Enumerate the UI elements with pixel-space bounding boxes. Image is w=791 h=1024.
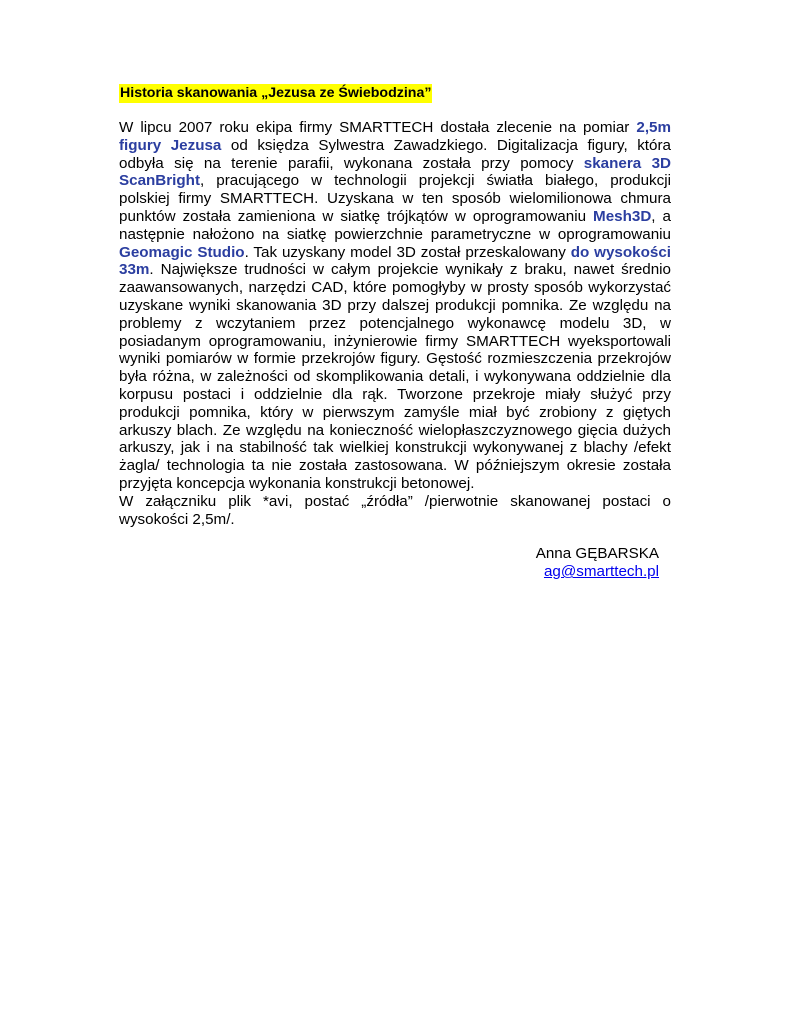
document-title: Historia skanowania „Jezusa ze Świebodzina”: [120, 85, 432, 101]
paragraph-main: [119, 119, 671, 493]
keyword-height: do wysokości 33m: [119, 243, 671, 279]
keyword-mesh3d: Mesh3D: [593, 207, 652, 225]
text-run: . Tak uzyskany model 3D został przeskalowany: [244, 243, 571, 261]
keyword-scanner: skanera 3D ScanBright: [119, 154, 671, 190]
signature-email-link[interactable]: ag@smarttech.pl: [543, 563, 659, 581]
keyword-geomagic: Geomagic Studio: [119, 243, 245, 261]
text-run: W lipcu 2007 roku ekipa firmy SMARTTECH dostała zlecenie na pomiar: [119, 119, 637, 136]
text-run: , a następnie nałożono na siatkę powierzchnie parametryczne w oprogramowaniu: [119, 207, 671, 243]
signature-block: [119, 545, 671, 581]
signature-name: Anna GĘBARSKA: [535, 545, 659, 563]
text-run: od księdza Sylwestra Zawadzkiego. Digitalizacja figury, która odbyła się na terenie parafii, wykonana została przy pomocy: [119, 136, 671, 172]
keyword-figure: 2,5m figury Jezusa: [119, 119, 671, 154]
document-body: [119, 119, 671, 528]
document-page: [119, 84, 671, 581]
text-run: . Największe trudności w całym projekcie wynikały z braku, nawet średnio zaawansowanych, narzędzi CAD, które pomogłyby w prosty sposób wykorzystać uzyskane wyniki skanowania 3D przy dalszej produkcji pomnika. Ze względu na problemy z wczytaniem przez potencjalnego wykonawcę modelu 3D, w posiadanym oprogramowaniu, inżynierowie firmy SMARTTECH wyeksportowali wyniki pomiarów w formie przekrojów figury. Gęstość rozmieszczenia przekrojów była różna, w zależności od skomplikowania detali, i wykonywana oddzielnie dla korpusu postaci i oddzielnie dla rąk. Tworzone przekroje miały służyć przy produkcji pomnika, który w pierwszym zamyśle miał być zrobiony z giętych arkuszy blach. Ze względu na konieczność wielopłaszczyznowego gięcia dużych arkuszy, jak i na stabilność tak wielkiej konstrukcji wykonywanej z blachy /efekt żagla/ technologia ta nie została zastosowana. W późniejszym okresie została przyjęta koncepcja wykonania konstrukcji betonowej.: [119, 261, 671, 492]
paragraph-attachment: W załączniku plik *avi, postać „źródła” /pierwotnie skanowanej postaci o wysokości 2,5m/.: [119, 492, 671, 528]
text-run: , pracującego w technologii projekcji światła białego, produkcji polskiej firmy SMARTTECH. Uzyskana w ten sposób wielomilionowa chmura punktów została zamieniona w siatkę trójkątów w oprogramowaniu: [119, 172, 671, 225]
